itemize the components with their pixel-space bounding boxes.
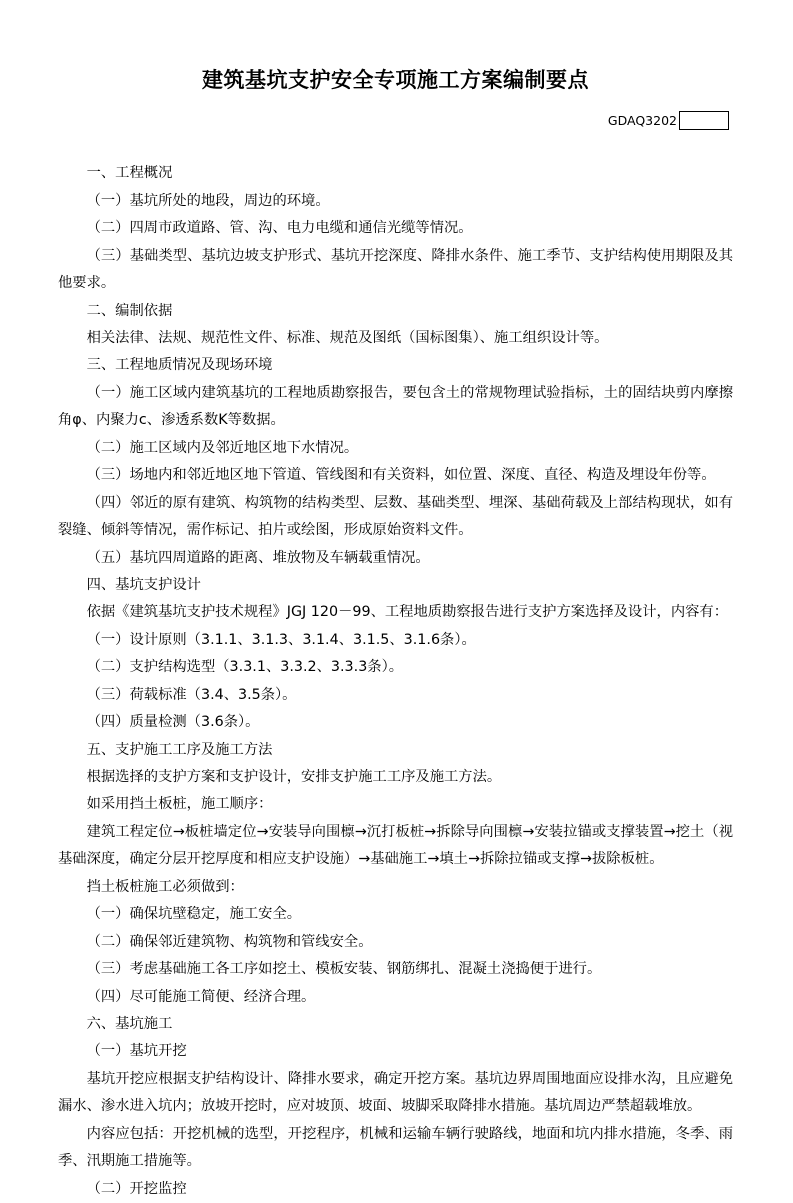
document-body bbox=[58, 160, 733, 1203]
document-code-row bbox=[58, 111, 729, 130]
paragraph: （三）荷载标准（3.4、3.5条）。 bbox=[86, 686, 297, 703]
paragraph: （二）确保邻近建筑物、构筑物和管线安全。 bbox=[86, 933, 373, 950]
document-code-input[interactable] bbox=[679, 111, 729, 130]
paragraph: （四）邻近的原有建筑、构筑物的结构类型、层数、基础类型、埋深、基础荷载及上部结构现状，如有裂缝、倾斜等情况，需作标记、拍片或绘图，形成原始资料文件。 bbox=[58, 494, 733, 539]
paragraph: （二）施工区域内及邻近地区地下水情况。 bbox=[86, 439, 359, 456]
paragraph: （一）设计原则（3.1.1、3.1.3、3.1.4、3.1.5、3.1.6条）。 bbox=[86, 631, 476, 648]
paragraph: （四）尽可能施工简便、经济合理。 bbox=[86, 988, 316, 1005]
paragraph: （一）施工区域内建筑基坑的工程地质勘察报告，要包含土的常规物理试验指标，土的固结块剪内摩擦角φ、内聚力c、渗透系数K等数据。 bbox=[58, 384, 733, 429]
paragraph: 基坑开挖应根据支护结构设计、降排水要求，确定开挖方案。基坑边界周围地面应设排水沟，且应避免漏水、渗水进入坑内；放坡开挖时，应对坡顶、坡面、坡脚采取降排水措施。基坑周边严禁超载堆放。 bbox=[58, 1070, 733, 1115]
paragraph: 如采用挡土板桩，施工顺序： bbox=[86, 796, 273, 813]
paragraph: （三）基础类型、基坑边坡支护形式、基坑开挖深度、降排水条件、施工季节、支护结构使用期限及其他要求。 bbox=[58, 247, 733, 292]
paragraph: 挡土板桩施工必须做到： bbox=[86, 878, 244, 895]
paragraph: （二）四周市政道路、管、沟、电力电缆和通信光缆等情况。 bbox=[86, 220, 473, 237]
paragraph: 根据选择的支护方案和支护设计，安排支护施工工序及施工方法。 bbox=[86, 769, 502, 786]
paragraph: （一）基坑开挖 bbox=[86, 1043, 187, 1060]
document-code-label: GDAQ3202 bbox=[607, 113, 677, 129]
paragraph: （三）场地内和邻近地区地下管道、管线图和有关资料，如位置、深度、直径、构造及埋设年份等。 bbox=[86, 467, 716, 484]
page-title: 建筑基坑支护安全专项施工方案编制要点 bbox=[202, 68, 589, 92]
paragraph: （二）开挖监控 bbox=[86, 1180, 187, 1197]
paragraph: （三）考虑基础施工各工序如挖土、模板安装、钢筋绑扎、混凝土浇捣便于进行。 bbox=[86, 961, 602, 978]
paragraph: 一、工程概况 bbox=[86, 165, 173, 182]
paragraph: 三、工程地质情况及现场环境 bbox=[86, 357, 273, 374]
paragraph: 依据《建筑基坑支护技术规程》JGJ 120－99、工程地质勘察报告进行支护方案选择及设计，内容有： bbox=[86, 604, 729, 621]
paragraph: （五）基坑四周道路的距离、堆放物及车辆载重情况。 bbox=[86, 549, 430, 566]
paragraph: 四、基坑支护设计 bbox=[86, 576, 201, 593]
paragraph: 建筑工程定位→板桩墙定位→安装导向围檩→沉打板桩→拆除导向围檩→安装拉锚或支撑装置→挖土（视基础深度，确定分层开挖厚度和相应支护设施）→基础施工→填土→拆除拉锚或支撑→拔除板桩。 bbox=[58, 823, 733, 868]
paragraph: 二、编制依据 bbox=[86, 302, 173, 319]
paragraph: 相关法律、法规、规范性文件、标准、规范及图纸（国标图集）、施工组织设计等。 bbox=[86, 330, 609, 347]
paragraph: （一）基坑所处的地段，周边的环境。 bbox=[86, 192, 330, 209]
paragraph: 五、支护施工工序及施工方法 bbox=[86, 741, 273, 758]
paragraph: 内容应包括：开挖机械的选型，开挖程序，机械和运输车辆行驶路线，地面和坑内排水措施，冬季、雨季、汛期施工措施等。 bbox=[58, 1125, 733, 1170]
paragraph: 六、基坑施工 bbox=[86, 1015, 173, 1032]
paragraph: （一）确保坑壁稳定，施工安全。 bbox=[86, 906, 302, 923]
paragraph: （四）质量检测（3.6条）。 bbox=[86, 714, 260, 731]
paragraph: （二）支护结构选型（3.3.1、3.3.2、3.3.3条）。 bbox=[86, 659, 404, 676]
